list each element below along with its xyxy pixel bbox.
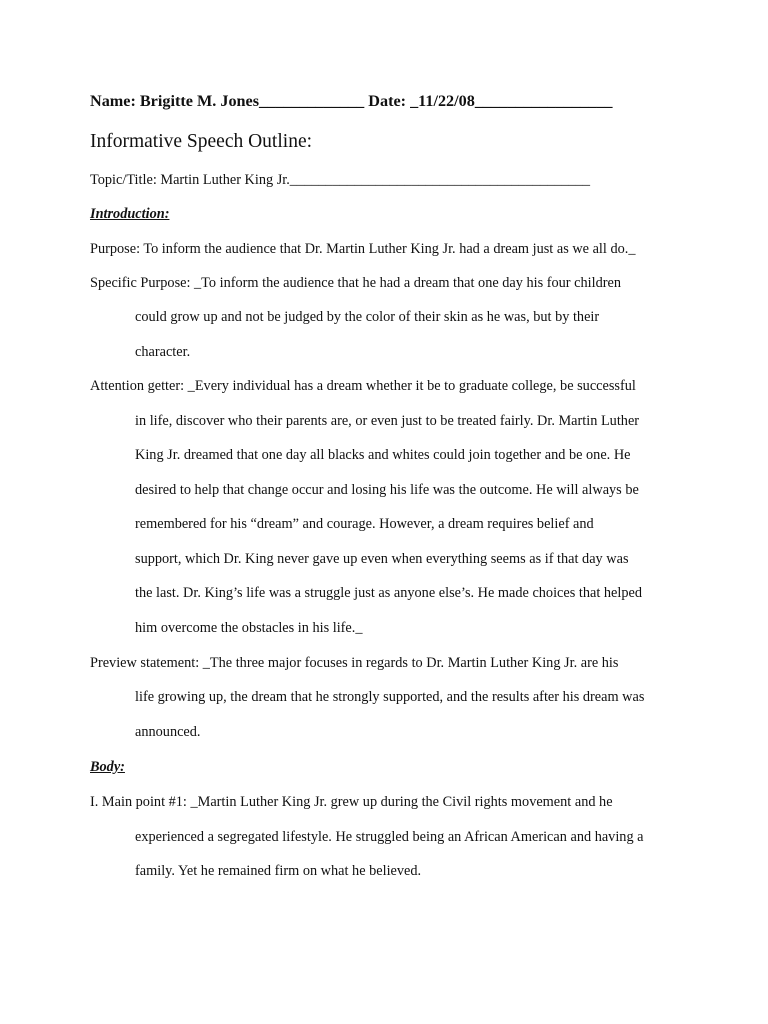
purpose-line: Purpose: To inform the audience that Dr. Martin Luther King Jr. had a dream just as we all do._ [90, 241, 636, 257]
main-point-line: experienced a segregated lifestyle. He struggled being an African American and having a [135, 829, 644, 845]
main-point-line: I. Main point #1: _Martin Luther King Jr. grew up during the Civil rights movement and he [90, 794, 613, 810]
attention-getter-line: remembered for his “dream” and courage. However, a dream requires belief and [135, 516, 594, 532]
attention-getter-line: the last. Dr. King’s life was a struggle just as anyone else’s. He made choices that helped [135, 585, 643, 601]
attention-getter-line: desired to help that change occur and losing his life was the outcome. He will always be [135, 482, 639, 498]
body-heading: Body: [90, 759, 125, 775]
page-title: Informative Speech Outline: [90, 131, 313, 152]
name-date-line: Name: Brigitte M. Jones_____________ Date: _11/22/08_________________ [90, 92, 613, 110]
attention-getter-line: support, which Dr. King never gave up even when everything seems as if that day was [135, 551, 629, 567]
attention-getter-line: in life, discover who their parents are, or even just to be treated fairly. Dr. Martin Luther [135, 413, 640, 429]
introduction-heading: Introduction: [90, 206, 170, 222]
attention-getter-line: King Jr. dreamed that one day all blacks and whites could join together and be one. He [135, 447, 631, 463]
preview-statement-line: life growing up, the dream that he strongly supported, and the results after his dream was [135, 689, 645, 705]
attention-getter-line: Attention getter: _Every individual has a dream whether it be to graduate college, be successful [90, 378, 636, 394]
main-point-line: family. Yet he remained firm on what he believed. [135, 863, 422, 879]
topic-line: Topic/Title: Martin Luther King Jr.__________________________________________ [90, 172, 591, 188]
preview-statement-line: Preview statement: _The three major focuses in regards to Dr. Martin Luther King Jr. are his [90, 655, 619, 671]
specific-purpose-line: character. [135, 344, 191, 360]
attention-getter-line: him overcome the obstacles in his life._ [135, 620, 363, 636]
specific-purpose-line: could grow up and not be judged by the color of their skin as he was, but by their [135, 309, 600, 325]
preview-statement-line: announced. [135, 724, 201, 740]
specific-purpose-line: Specific Purpose: _To inform the audience that he had a dream that one day his four children [90, 275, 621, 291]
